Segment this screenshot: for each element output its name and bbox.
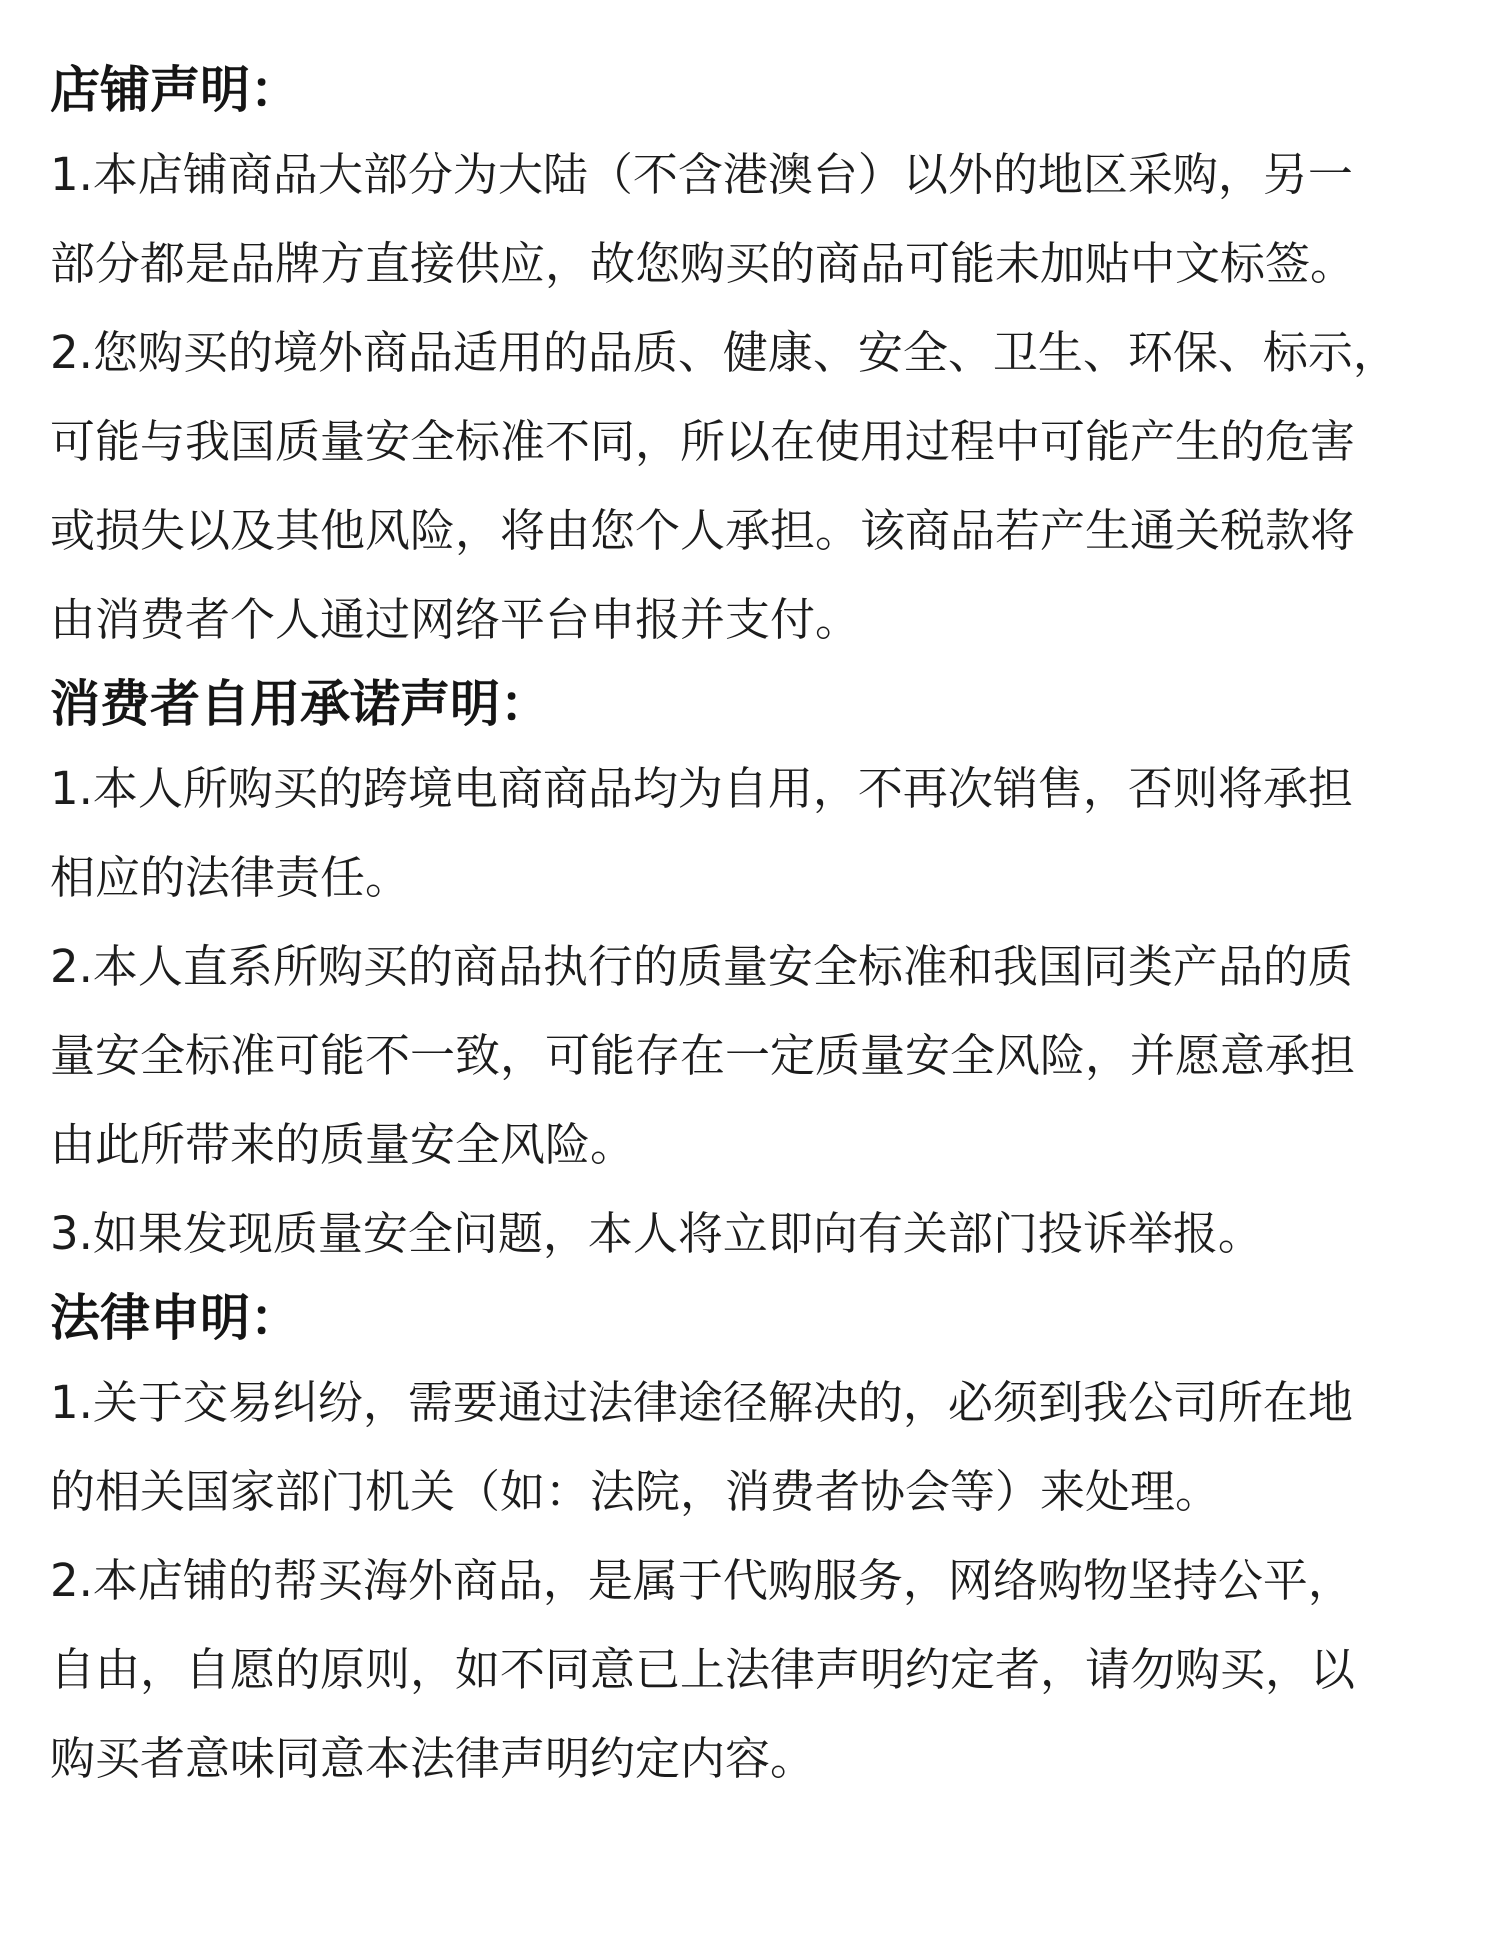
consumer-commitment-heading: 消费者自用承诺声明：	[50, 675, 550, 733]
text-line: 1.本店铺商品大部分为大陆（不含港澳台）以外的地区采购，另一	[50, 148, 1353, 201]
consumer-commitment-item-1	[50, 744, 1450, 922]
text-line: 1.关于交易纠纷，需要通过法律途径解决的，必须到我公司所在地	[50, 1376, 1353, 1429]
text-line: 部分都是品牌方直接供应，故您购买的商品可能未加贴中文标签。	[50, 237, 1356, 290]
text-line: 1.本人所购买的跨境电商商品均为自用，不再次销售，否则将承担	[50, 762, 1353, 815]
consumer-commitment-section	[50, 664, 1450, 1278]
store-statement-heading: 店铺声明：	[50, 61, 300, 119]
text-line: 2.本人直系所购买的商品执行的质量安全标准和我国同类产品的质	[50, 940, 1353, 993]
text-line: 由消费者个人通过网络平台申报并支付。	[50, 593, 861, 646]
legal-statement-section	[50, 1278, 1450, 1803]
text-line: 的相关国家部门机关（如：法院，消费者协会等）来处理。	[50, 1465, 1221, 1518]
consumer-commitment-item-2	[50, 922, 1450, 1189]
text-line: 量安全标准可能不一致，可能存在一定质量安全风险，并愿意承担	[50, 1029, 1356, 1082]
text-line: 可能与我国质量安全标准不同，所以在使用过程中可能产生的危害	[50, 415, 1356, 468]
consumer-commitment-item-3	[50, 1189, 1450, 1278]
legal-statement-item-2	[50, 1536, 1450, 1803]
legal-statement-heading: 法律申明：	[50, 1289, 300, 1347]
store-statement-item-2	[50, 308, 1450, 664]
store-statement-item-1	[50, 130, 1450, 308]
text-line: 购买者意味同意本法律声明约定内容。	[50, 1732, 816, 1785]
text-line: 相应的法律责任。	[50, 851, 411, 904]
store-statement-section	[50, 50, 1450, 664]
legal-statement-item-1	[50, 1358, 1450, 1536]
text-line: 由此所带来的质量安全风险。	[50, 1118, 636, 1171]
text-line: 自由，自愿的原则，如不同意已上法律声明约定者，请勿购买，以	[50, 1643, 1356, 1696]
text-line: 2.您购买的境外商品适用的品质、健康、安全、卫生、环保、标示，	[50, 326, 1398, 379]
text-line: 或损失以及其他风险，将由您个人承担。该商品若产生通关税款将	[50, 504, 1356, 557]
text-line: 3.如果发现质量安全问题，本人将立即向有关部门投诉举报。	[50, 1207, 1263, 1260]
text-line: 2.本店铺的帮买海外商品，是属于代购服务，网络购物坚持公平，	[50, 1554, 1353, 1607]
